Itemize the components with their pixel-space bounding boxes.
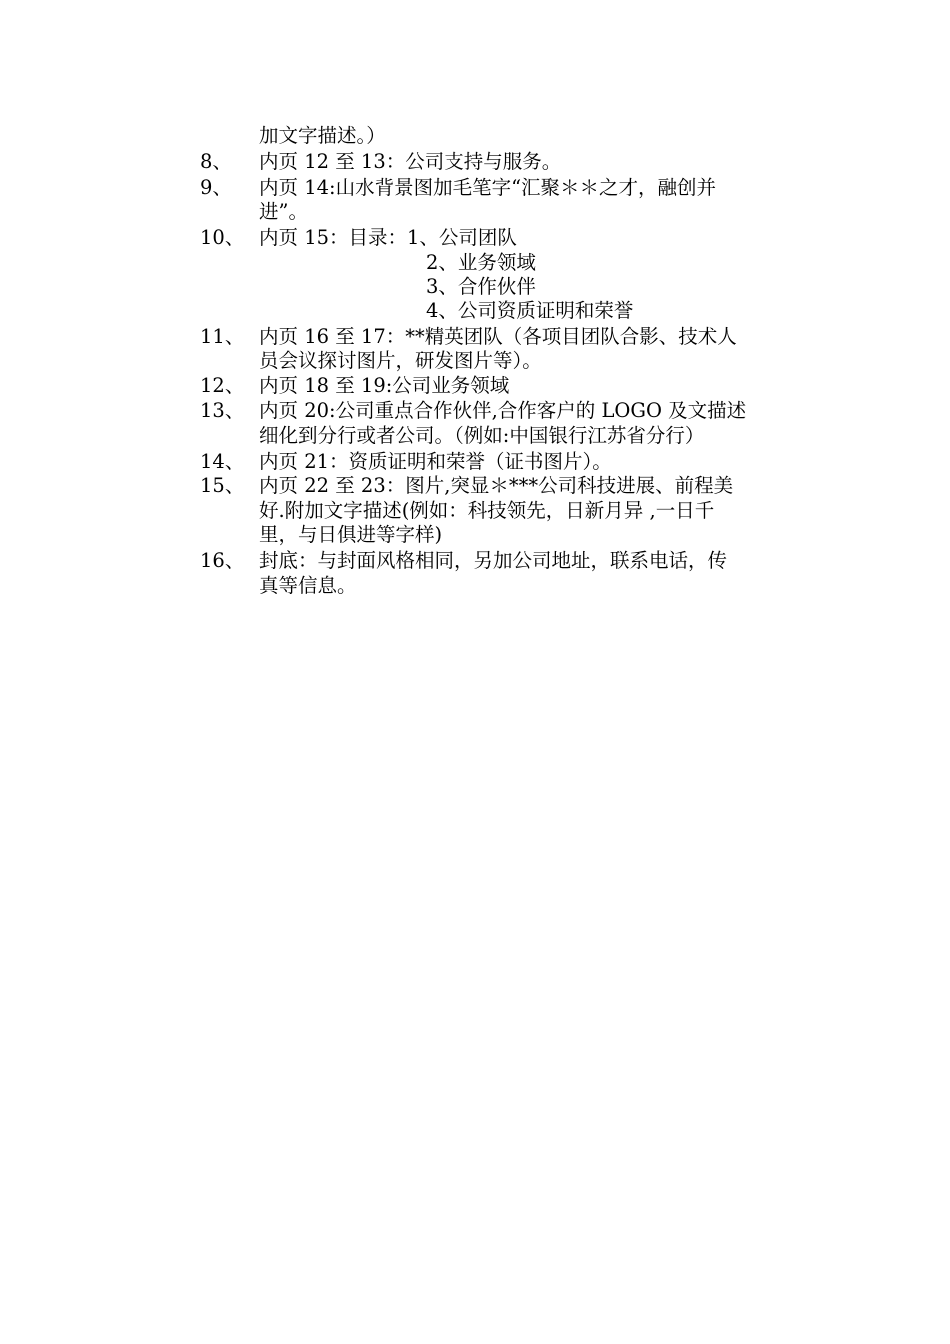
item-text: 内页 16 至 17：**精英团队（各项目团队合影、技术人 [259,325,737,348]
list-item-continuation [0,348,950,373]
list-item-continuation [0,423,950,448]
list-item-continuation [0,573,950,598]
item-text: 真等信息。 [259,574,357,597]
toc-subitem [0,274,950,299]
toc-subitem-text: 4、公司资质证明和荣誉 [426,299,634,322]
item-text: 内页 22 至 23：图片,突显＊***公司科技进展、前程美 [259,474,734,497]
list-item [0,548,950,573]
list-item [0,175,950,200]
item-number: 10、 [200,226,245,249]
continuation-line [0,123,950,148]
item-number: 16、 [200,549,245,572]
item-number: 11、 [200,325,245,348]
item-number: 14、 [200,450,245,473]
item-number: 13、 [200,399,245,422]
item-text: 细化到分行或者公司。（例如:中国银行江苏省分行） [259,424,705,447]
list-item [0,449,950,474]
list-item-continuation [0,498,950,523]
list-item [0,473,950,498]
list-item-continuation [0,522,950,547]
list-item-continuation [0,199,950,224]
toc-subitem [0,298,950,323]
list-item [0,324,950,349]
item-number: 9、 [200,176,232,199]
item-text: 内页 12 至 13：公司支持与服务。 [259,150,562,173]
item-text: 里，与日俱进等字样) [259,523,443,546]
toc-subitem-text: 2、业务领域 [426,251,536,274]
item-text: 加文字描述。） [259,124,386,147]
item-number: 8、 [200,150,232,173]
item-number: 15、 [200,474,245,497]
item-text: 好.附加文字描述(例如：科技领先，日新月异 ,一日千 [259,499,715,522]
list-item [0,398,950,423]
item-text: 内页 18 至 19:公司业务领域 [259,374,510,397]
item-text: 内页 21：资质证明和荣誉（证书图片）。 [259,450,612,473]
list-item [0,225,950,250]
list-item [0,373,950,398]
item-text: 员会议探讨图片，研发图片等）。 [259,349,542,372]
item-text: 内页 14:山水背景图加毛笔字“汇聚＊＊之才，融创并 [259,176,717,199]
item-text: 内页 15：目录：1、公司团队 [259,226,517,249]
item-text: 内页 20:公司重点合作伙伴,合作客户的 LOGO 及文描述 [259,399,747,422]
toc-subitem [0,250,950,275]
list-item [0,149,950,174]
toc-subitem-text: 3、合作伙伴 [426,275,536,298]
item-text: 封底：与封面风格相同，另加公司地址，联系电话，传 [259,549,728,572]
item-number: 12、 [200,374,245,397]
item-text: 进”。 [259,200,308,223]
